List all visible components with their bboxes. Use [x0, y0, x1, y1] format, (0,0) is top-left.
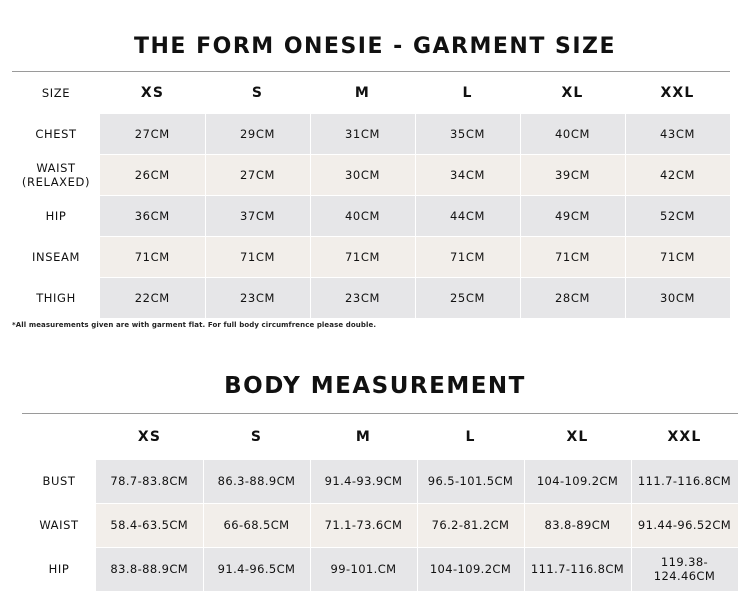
table-cell: 42CM: [625, 154, 730, 195]
size-header-s: S: [251, 84, 264, 101]
table-cell: 25CM: [415, 277, 520, 318]
table-cell: 91.4-93.9CM: [310, 459, 417, 503]
garment-size-table: [12, 73, 731, 318]
table-cell: 71CM: [310, 236, 415, 277]
table-row: [12, 113, 730, 154]
table-cell: 39CM: [520, 154, 625, 195]
row-label: HIP: [45, 208, 67, 223]
table-cell: 78.7-83.8CM: [96, 459, 203, 503]
table-cell: 35CM: [415, 113, 520, 154]
table-row: [12, 195, 730, 236]
table-cell: 83.8-89CM: [524, 503, 631, 547]
size-header-xxl: XXL: [667, 428, 702, 445]
body-measurement-table: [22, 415, 739, 591]
table-cell: 91.4-96.5CM: [203, 547, 310, 591]
size-header-xxl: XXL: [660, 84, 695, 101]
table-cell: 22CM: [100, 277, 205, 318]
table-cell: 37CM: [205, 195, 310, 236]
size-header-xs: XS: [137, 428, 162, 445]
table-cell: 28CM: [520, 277, 625, 318]
table-cell: 26CM: [100, 154, 205, 195]
table-cell: 71CM: [625, 236, 730, 277]
table-cell: 71CM: [100, 236, 205, 277]
table-cell: 111.7-116.8CM: [524, 547, 631, 591]
row-label: WAIST (RELAXED): [21, 160, 91, 189]
table-row: [12, 277, 730, 318]
table-cell: 66-68.5CM: [203, 503, 310, 547]
table-cell: 29CM: [205, 113, 310, 154]
size-header-xl: XL: [566, 428, 589, 445]
table-cell: 71CM: [520, 236, 625, 277]
table-cell: 27CM: [205, 154, 310, 195]
size-header-xs: XS: [140, 84, 165, 101]
table-cell: 119.38-124.46CM: [631, 547, 738, 591]
table-cell: 23CM: [310, 277, 415, 318]
table-cell: 91.44-96.52CM: [631, 503, 738, 547]
row-label: WAIST: [39, 518, 79, 532]
table-cell: 83.8-88.9CM: [96, 547, 203, 591]
row-label: HIP: [48, 562, 70, 576]
table-cell: 71.1-73.6CM: [310, 503, 417, 547]
size-header-m: M: [355, 428, 372, 445]
table-cell: 76.2-81.2CM: [417, 503, 524, 547]
table-row: [12, 154, 730, 195]
table-cell: 23CM: [205, 277, 310, 318]
table-cell: 34CM: [415, 154, 520, 195]
table-cell: 49CM: [520, 195, 625, 236]
garment-title-divider: [12, 71, 730, 72]
table-cell: 71CM: [415, 236, 520, 277]
table-cell: 30CM: [625, 277, 730, 318]
table-cell: 71CM: [205, 236, 310, 277]
table-cell: 104-109.2CM: [524, 459, 631, 503]
row-label: CHEST: [35, 126, 77, 141]
table-cell: 44CM: [415, 195, 520, 236]
body-title-divider: [22, 413, 738, 414]
table-cell: 104-109.2CM: [417, 547, 524, 591]
size-header-m: M: [354, 84, 371, 101]
garment-size-title: THE FORM ONESIE - GARMENT SIZE: [133, 34, 616, 59]
table-cell: 86.3-88.9CM: [203, 459, 310, 503]
table-row: [22, 547, 738, 591]
table-cell: 40CM: [520, 113, 625, 154]
table-cell: 27CM: [100, 113, 205, 154]
table-cell: 99-101.CM: [310, 547, 417, 591]
table-cell: 30CM: [310, 154, 415, 195]
table-cell: 52CM: [625, 195, 730, 236]
table-cell: 31CM: [310, 113, 415, 154]
measurement-note: *All measurements given are with garment flat. For full body circumfrence please double.: [12, 321, 377, 329]
header-corner: [22, 415, 96, 459]
row-label: INSEAM: [32, 249, 80, 264]
size-header-xl: XL: [561, 84, 584, 101]
size-header-l: L: [462, 84, 473, 101]
size-header-l: L: [465, 428, 476, 445]
body-measurement-title: BODY MEASUREMENT: [224, 373, 526, 399]
row-label: BUST: [42, 474, 76, 488]
table-cell: 111.7-116.8CM: [631, 459, 738, 503]
table-cell: 36CM: [100, 195, 205, 236]
table-cell: 96.5-101.5CM: [417, 459, 524, 503]
table-row: [22, 503, 738, 547]
table-row: [22, 459, 738, 503]
table-header-row: [12, 73, 730, 113]
table-row: [12, 236, 730, 277]
table-cell: 58.4-63.5CM: [96, 503, 203, 547]
row-label: THIGH: [36, 290, 76, 305]
table-cell: 40CM: [310, 195, 415, 236]
size-label: SIZE: [41, 86, 71, 100]
table-header-row: [22, 415, 738, 459]
table-cell: 43CM: [625, 113, 730, 154]
size-header-s: S: [250, 428, 263, 445]
